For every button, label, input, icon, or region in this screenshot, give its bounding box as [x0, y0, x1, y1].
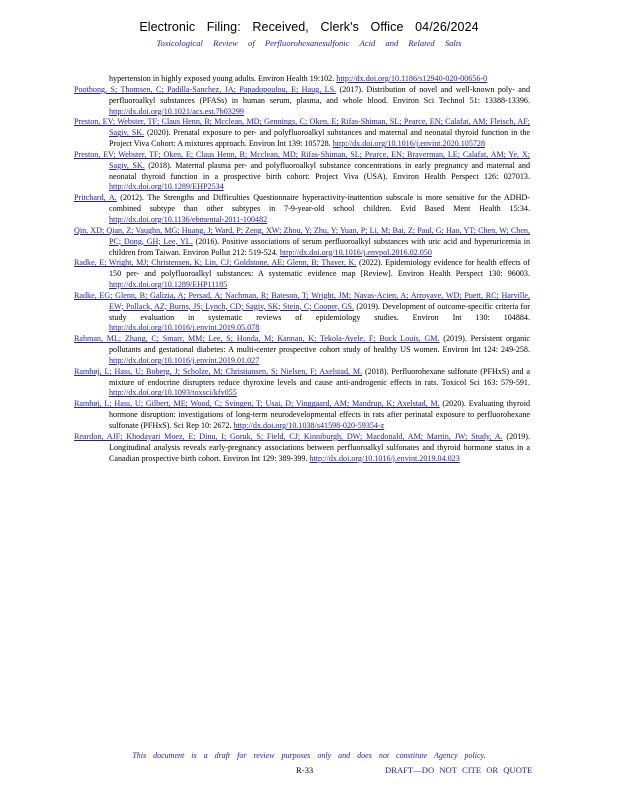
reference-entry: [74, 399, 530, 432]
reference-text: (2020). Prenatal exposure to per- and polyfluoroalkyl substances and maternal and neonatal thyroid function in the Project Viva Cohort: A mixtures approach. Environ Int 139: 105728.: [109, 128, 530, 149]
doi-link[interactable]: http://dx.doi.org/10.1136/ebmental-2011-100482: [109, 214, 268, 224]
reference-text: (2018). Perfluorohexane sulfonate (PFHxS) and a mixture of endocrine disrupters reduce thyroxine levels and cause anti-androgenic effects in rats. Toxicol Sci 163: 579-591.: [109, 366, 530, 387]
filing-header: Electronic Filing: Received, Clerk's Office 04/26/2024: [139, 20, 479, 34]
reference-authors[interactable]: Qin, XD; Qian, Z; Vaughn, MG; Huang, J; Ward, P; Zeng, XW; Zhou, Y; Zhu, Y; Yuan, P; Li, M; Bai, Z; Paul, G; Hao, YT; Chen, W; Chen, PC; Dong, GH; Lee, YL.: [74, 225, 530, 246]
reference-text: (2017). Distribution of novel and well-known poly- and perfluoroalkyl substances (PFASs) in human serum, plasma, and whole blood. Environ Sci Technol 51: 13388-13396.: [109, 84, 530, 105]
reference-text: (2022). Epidemiology evidence for health effects of 150 per- and polyfluoroalkyl substances: A systematic evidence map [Review]. Environ Health Perspect 130: 96003.: [109, 258, 530, 279]
reference-text: (2020). Evaluating thyroid hormone disruption: investigations of long-term neurodevelopmental effects in rats after perinatal exposure to perfluorohexane sulfonate (PFHxS). Sci Rep 10: 2672.: [109, 399, 531, 430]
reference-authors[interactable]: Reardon, AJF; Khodayari Moez, E; Dinu, I; Goruk, S; Field, CJ; Kinniburgh, DW; Macdonald, AM; Martin, JW; Study, A.: [74, 431, 503, 441]
reference-authors[interactable]: Preston, EV; Webster, TF; Oken, E; Claus Henn, B; Mcclean, MD; Rifas-Shiman, SL; Pearce, EN; Braverman, LE; Calafat, AM; Ye, X; Sagiv, SK.: [74, 149, 530, 170]
reference-entry: [74, 367, 530, 400]
reference-text: (2019). Longitudinal analysis reveals early-pregnancy associations between perfluoroalkyl sulfonates and thyroid hormone status in a Canadian prospective birth cohort. Environ Int 129: 389-399.: [109, 431, 531, 463]
reference-entry: [74, 432, 530, 465]
doi-link[interactable]: http://dx.doi.org/10.1289/EHP2534: [109, 182, 224, 192]
doi-link[interactable]: http://dx.doi.org/10.1289/EHP11185: [109, 280, 228, 290]
doi-link[interactable]: http://dx.doi.org/10.1016/j.envint.2020.105728: [332, 139, 486, 149]
reference-authors[interactable]: Preston, EV; Webster, TF; Claus Henn, B; Mcclean, MD; Gennings, C; Oken, E; Rifas-Shiman, SL; Pearce, EN; Calafat, AM; Fleisch, AF; Sagiv, SK.: [74, 117, 530, 138]
reference-entry: [74, 117, 530, 150]
reference-authors[interactable]: Poothong, S; Thomsen, C; Padilla-Sanchez, JA; Papadopoulou, E; Haug, LS.: [74, 84, 337, 94]
reference-entry: [74, 193, 530, 226]
reference-text: (2019). Development of outcome-specific criteria for study evaluation in systematic reviews of epidemiology studies. Environ Int 130: 104884.: [109, 301, 530, 322]
draft-notice: DRAFT—DO NOT CITE OR QUOTE: [385, 765, 533, 775]
reference-entry: [74, 150, 530, 193]
doi-link[interactable]: http://dx.doi.org/10.1016/j.envint.2019.01.027: [109, 355, 260, 365]
reference-authors[interactable]: Radke, E; Wright, MJ; Christensen, K; Lin, CJ; Goldstone, AE; Glenn, B; Thayer, K.: [74, 258, 357, 268]
document-subtitle: Toxicological Review of Perfluorohexanesulfonic Acid and Related Salts: [156, 38, 462, 48]
draft-disclaimer: This document is a draft for review purposes only and does not constitute Agency policy.: [132, 751, 486, 760]
reference-authors[interactable]: Pritchard, A.: [74, 193, 117, 203]
reference-text: (2012). The Strengths and Difficulties Questionnaire hyperactivity-inattention subscale is more sensitive for the ADHD-combined subtype than other subtypes in 7-9-year-old school children. Evid Based Ment Health 15:34.: [109, 193, 531, 214]
reference-authors[interactable]: Radke, EG; Glenn, B; Galizia, A; Persad, A; Nachman, R; Bateson, T; Wright, JM; Navas-Acien, A; Arroyave, WD; Puett, RC; Harville, EW; Pollack, AZ; Burns, JS; Lynch, CD; Sagiv, SK; Stein, C; Cooper, GS.: [74, 290, 530, 311]
doi-link[interactable]: http://dx.doi.org/10.1016/j.envint.2019.04.023: [309, 453, 460, 463]
doi-link[interactable]: http://dx.doi.org/10.1038/s41598-020-59354-z: [233, 421, 385, 430]
reference-text: (2018). Maternal plasma per- and polyfluoroalkyl substance concentrations in early pregnancy and maternal and neonatal thyroid function in a prospective birth cohort: Project Viva (USA). Environ Health Perspect 126: 027013.: [109, 160, 530, 181]
reference-entry: [74, 85, 530, 118]
doi-link[interactable]: http://dx.doi.org/10.1093/toxsci/kfy055: [109, 388, 237, 398]
reference-text: (2016). Positive associations of serum perfluoroalkyl substances with uric acid and hyperuricemia in children from Taiwan. Environ Pollut 212: 519-524.: [109, 236, 530, 257]
doi-link[interactable]: http://dx.doi.org/10.1186/s12940-020-00656-0: [336, 74, 488, 83]
reference-entry: [74, 334, 530, 367]
reference-authors[interactable]: Rahman, ML; Zhang, C; Smarr, MM; Lee, S; Honda, M; Kannan, K; Tekola-Ayele, F; Buck Louis, GM.: [74, 334, 440, 344]
reference-entry: [74, 291, 530, 334]
doi-link[interactable]: http://dx.doi.org/10.1016/j.envint.2019.05.078: [109, 323, 260, 333]
doi-link[interactable]: http://dx.doi.org/10.1016/j.envpol.2016.02.050: [279, 247, 432, 257]
reference-authors[interactable]: Ramhøj, L; Hass, U; Gilbert, ME; Wood, C; Svingen, T; Usai, D; Vinggaard, AM; Mandrup, K; Axelstad, M.: [74, 399, 440, 409]
reference-entry: [74, 74, 530, 85]
doi-link[interactable]: http://dx.doi.org/10.1021/acs.est.7b03299: [109, 106, 244, 116]
reference-text: (2019). Persistent organic pollutants and gestational diabetes: A multi-center prospective cohort study of healthy US women. Environ Int 124: 249-258.: [109, 334, 530, 355]
reference-list: [74, 74, 530, 464]
page-number: R-33: [296, 765, 314, 775]
reference-text: hypertension in highly exposed young adults. Environ Health 19:102.: [109, 74, 335, 83]
reference-entry: [74, 226, 530, 259]
reference-entry: [74, 258, 530, 291]
reference-authors[interactable]: Ramhøj, L; Hass, U; Boberg, J; Scholze, M; Christiansen, S; Nielsen, F; Axelstad, M.: [74, 366, 363, 376]
